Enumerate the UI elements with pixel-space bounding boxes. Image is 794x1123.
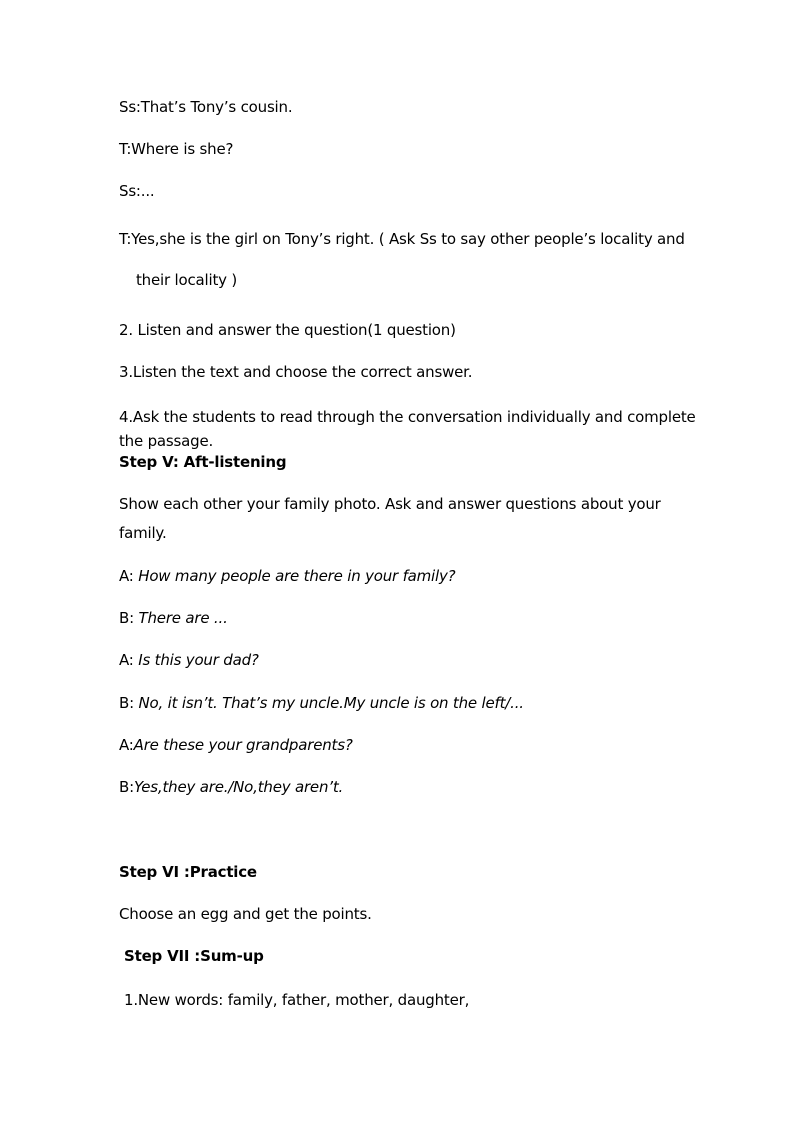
step-5-intro-cont: family.: [119, 524, 167, 542]
step-7-item-1: 1.New words: family, father, mother, daughter,: [124, 991, 470, 1009]
dialogue-line-t-yes-cont: their locality ): [136, 271, 238, 289]
speaker-label: A:: [119, 567, 139, 585]
dialogue-line-t-yes: T:Yes,she is the girl on Tony’s right. ( Ask Ss to say other people’s locality and: [119, 230, 685, 248]
step-7-heading: Step VII :Sum-up: [124, 947, 264, 965]
dialogue-text: Are these your grandparents?: [133, 736, 353, 754]
dialogue-b-1: [119, 607, 228, 629]
activity-item-3: 3.Listen the text and choose the correct answer.: [119, 363, 473, 381]
dialogue-a-2: [119, 649, 259, 671]
step-5-intro: Show each other your family photo. Ask and answer questions about your: [119, 495, 661, 513]
dialogue-line-ss-cousin: Ss:That’s Tony’s cousin.: [119, 98, 293, 116]
dialogue-text: Yes,they are./No,they aren’t.: [133, 778, 344, 796]
dialogue-text: How many people are there in your family?: [138, 567, 456, 585]
dialogue-b-3: [119, 776, 343, 798]
speaker-label: A:: [119, 736, 134, 754]
activity-item-2: 2. Listen and answer the question(1 question): [119, 321, 456, 339]
dialogue-line-ss-ellipsis: Ss:...: [119, 182, 155, 200]
dialogue-text: There are ...: [138, 609, 228, 627]
dialogue-b-2: [119, 692, 524, 714]
dialogue-line-t-where: T:Where is she?: [119, 140, 234, 158]
speaker-label: A:: [119, 651, 139, 669]
speaker-label: B:: [119, 609, 139, 627]
activity-item-4: 4.Ask the students to read through the conversation individually and complete: [119, 408, 696, 426]
speaker-label: B:: [119, 778, 134, 796]
step-5-heading: Step V: Aft-listening: [119, 453, 287, 471]
step-6-text: Choose an egg and get the points.: [119, 905, 372, 923]
step-6-heading: Step VI :Practice: [119, 863, 257, 881]
dialogue-a-1: [119, 565, 455, 587]
dialogue-text: Is this your dad?: [138, 651, 259, 669]
dialogue-text: No, it isn’t. That’s my uncle.My uncle is on the left/...: [138, 694, 524, 712]
activity-item-4-cont: the passage.: [119, 432, 214, 450]
dialogue-a-3: [119, 734, 353, 756]
speaker-label: B:: [119, 694, 139, 712]
